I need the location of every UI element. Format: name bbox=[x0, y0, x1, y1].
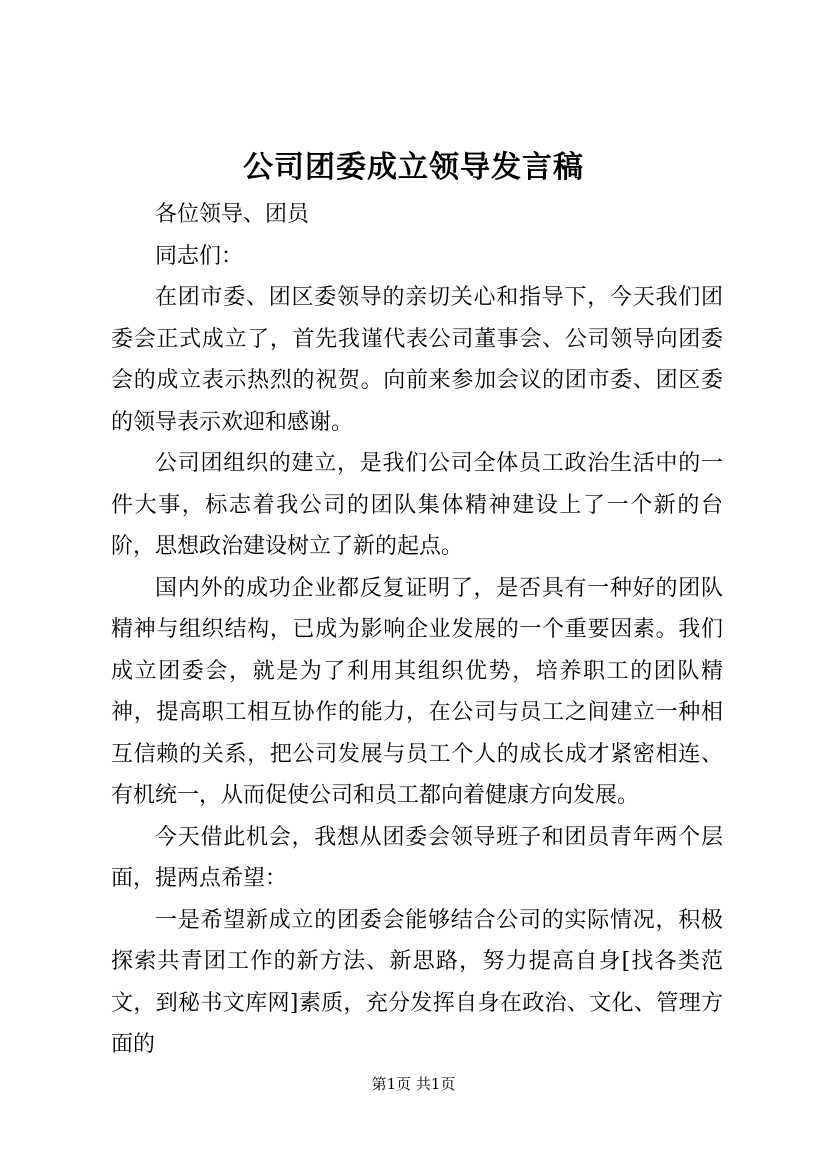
paragraph-2: 公司团组织的建立，是我们公司全体员工政治生活中的一件大事，标志着我公司的团队集体精神建设上了一个新的台阶，思想政治建设树立了新的起点。 bbox=[111, 451, 723, 559]
paragraph-3: 国内外的成功企业都反复证明了，是否具有一种好的团队精神与组织结构，已成为影响企业发展的一个重要因素。我们成立团委会，就是为了利用其组织优势，培养职工的团队精神，提高职工相互协作的能力，在公司与员工之间建立一种相互信赖的关系，把公司发展与员工个人的成长成才紧密相连、有机统一，从而促使公司和员工都向着健康方向发展。 bbox=[111, 575, 723, 808]
paragraph-4: 今天借此机会，我想从团委会领导班子和团员青年两个层面，提两点希望： bbox=[111, 824, 723, 891]
document-body bbox=[111, 194, 723, 1066]
page-number-footer: 第1页 共1页 bbox=[371, 1075, 456, 1093]
document-title: 公司团委成立领导发言稿 bbox=[243, 150, 584, 185]
paragraph-1: 在团市委、团区委领导的亲切关心和指导下，今天我们团委会正式成立了，首先我谨代表公司董事会、公司领导向团委会的成立表示热烈的祝贺。向前来参加会议的团市委、团区委的领导表示欢迎和感谢。 bbox=[111, 285, 723, 435]
paragraph-salutation-2: 同志们： bbox=[155, 243, 244, 269]
paragraph-salutation-1: 各位领导、团员 bbox=[155, 202, 310, 227]
paragraph-5: 一是希望新成立的团委会能够结合公司的实际情况，积极探索共青团工作的新方法、新思路，努力提高自身[找各类范文，到秘书文库网]素质，充分发挥自身在政治、文化、管理方面的 bbox=[111, 907, 723, 1057]
